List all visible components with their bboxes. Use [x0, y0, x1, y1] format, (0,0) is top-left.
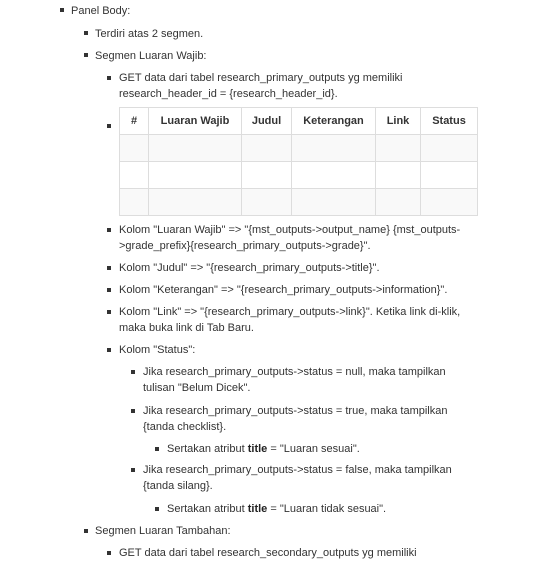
- status-true-attr-text: Sertakan atribut title = "Luaran sesuai".: [167, 443, 360, 455]
- kolom-keterangan-text: Kolom "Keterangan" => "{research_primary_outputs->information}".: [119, 284, 448, 296]
- kolom-link-line-2: maka buka link di Tab Baru.: [119, 322, 254, 334]
- col-header-luaran-wajib: Luaran Wajib: [149, 108, 242, 135]
- kolom-luaran-line-1: Kolom "Luaran Wajib" => "{mst_outputs->output_name} {mst_outputs-: [119, 224, 461, 236]
- get-primary-line-1: GET data dari tabel research_primary_outputs yg memiliki: [119, 72, 403, 84]
- bullet: [107, 348, 111, 352]
- table-row: [120, 162, 478, 189]
- status-false-attr-text: Sertakan atribut title = "Luaran tidak sesuai".: [167, 503, 387, 515]
- status-false-line-2: {tanda silang}.: [143, 480, 213, 492]
- get-primary-line-2: research_header_id = {research_header_id}.: [119, 88, 338, 100]
- col-header-link: Link: [376, 108, 421, 135]
- bullet: [60, 8, 64, 12]
- bullet: [84, 31, 88, 35]
- segment-tambahan-heading: Segmen Luaran Tambahan:: [95, 525, 231, 537]
- segment-count-text: Terdiri atas 2 segmen.: [95, 28, 204, 40]
- bullet: [131, 409, 135, 413]
- bullet: [107, 551, 111, 555]
- bullet: [107, 288, 111, 292]
- col-header-judul: Judul: [242, 108, 292, 135]
- bullet: [84, 53, 88, 57]
- bullet: [155, 507, 159, 511]
- bullet: [107, 310, 111, 314]
- col-header-keterangan: Keterangan: [292, 108, 376, 135]
- table-header-row: [120, 108, 478, 135]
- kolom-link-line-1: Kolom "Link" => "{research_primary_outputs->link}". Ketika link di-klik,: [119, 306, 461, 318]
- kolom-luaran-line-2: >grade_prefix}{research_primary_outputs->grade}".: [119, 240, 371, 252]
- status-false-line-1: Jika research_primary_outputs->status = false, maka tampilkan: [143, 464, 452, 476]
- kolom-status-text: Kolom "Status":: [119, 344, 196, 356]
- get-secondary-line-1: GET data dari tabel research_secondary_outputs yg memiliki: [119, 547, 417, 559]
- bullet: [155, 447, 159, 451]
- status-null-line-2: tulisan "Belum Dicek".: [143, 382, 251, 394]
- status-true-line-1: Jika research_primary_outputs->status = true, maka tampilkan: [143, 405, 448, 417]
- bullet: [107, 228, 111, 232]
- bullet: [107, 124, 111, 128]
- attr-keyword: title: [247, 443, 268, 455]
- status-null-line-1: Jika research_primary_outputs->status = null, maka tampilkan: [143, 366, 446, 378]
- bullet: [131, 370, 135, 374]
- bullet: [84, 529, 88, 533]
- segment-wajib-heading: Segmen Luaran Wajib:: [95, 50, 207, 62]
- primary-outputs-table: [119, 107, 478, 216]
- table-row: [120, 189, 478, 216]
- bullet: [131, 468, 135, 472]
- table-row: [120, 135, 478, 162]
- bullet: [107, 266, 111, 270]
- attr-keyword: title: [247, 503, 268, 515]
- bullet: [107, 76, 111, 80]
- panel-body-heading: Panel Body:: [71, 5, 131, 17]
- kolom-judul-text: Kolom "Judul" => "{research_primary_outputs->title}".: [119, 262, 380, 274]
- col-header-status: Status: [421, 108, 478, 135]
- status-true-line-2: {tanda checklist}.: [143, 421, 227, 433]
- col-header-number: #: [120, 108, 149, 135]
